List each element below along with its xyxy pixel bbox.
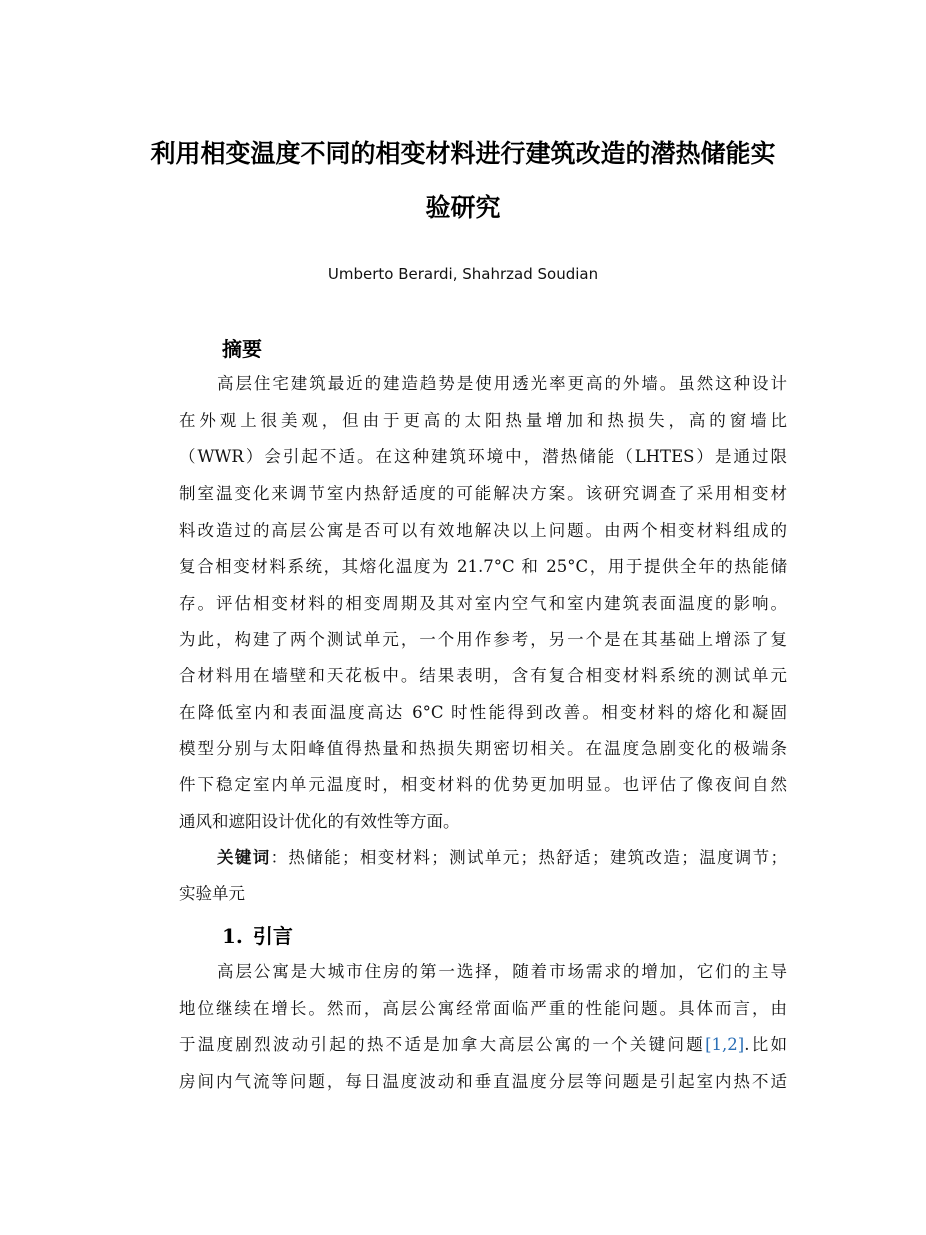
keywords-list: ：热储能；相变材料；测试单元；热舒适；建筑改造；温度调节； <box>270 848 787 867</box>
introduction-text: .比如 <box>744 1035 787 1054</box>
abstract-line: 存。评估相变材料的相变周期及其对室内空气和室内建筑表面温度的影响。 <box>179 594 787 613</box>
citation-link[interactable]: [1,2] <box>705 1035 745 1054</box>
introduction-line: 房间内气流等问题，每日温度波动和垂直温度分层等问题是引起室内热不适 <box>179 1072 787 1091</box>
abstract-line: 料改造过的高层公寓是否可以有效地解决以上问题。由两个相变材料组成的 <box>179 521 787 540</box>
abstract-line: 合材料用在墙壁和天花板中。结果表明，含有复合相变材料系统的测试单元 <box>179 666 787 685</box>
introduction-line: 高层公寓是大城市住房的第一选择，随着市场需求的增加，它们的主导 <box>217 962 787 981</box>
introduction-line <box>179 1033 787 1057</box>
abstract-line: 制室温变化来调节室内热舒适度的可能解决方案。该研究调查了采用相变材 <box>179 484 787 503</box>
paper-title-line-2: 验研究 <box>425 193 501 222</box>
abstract-line: 在外观上很美观，但由于更高的太阳热量增加和热损失，高的窗墙比 <box>179 411 787 430</box>
abstract-line: 通风和遮阳设计优化的有效性等方面。 <box>179 812 460 831</box>
introduction-line: 地位继续在增长。然而，高层公寓经常面临严重的性能问题。具体而言，由 <box>179 999 787 1018</box>
introduction-text: 于温度剧烈波动引起的热不适是加拿大高层公寓的一个关键问题 <box>179 1035 706 1054</box>
paper-authors: Umberto Berardi, Shahrzad Soudian <box>327 265 599 283</box>
abstract-heading: 摘要 <box>222 337 262 361</box>
abstract-line: 高层住宅建筑最近的建造趋势是使用透光率更高的外墙。虽然这种设计 <box>217 374 787 393</box>
paper-title-line-1: 利用相变温度不同的相变材料进行建筑改造的潜热储能实 <box>150 139 776 168</box>
introduction-heading <box>222 920 293 949</box>
keywords-line-2: 实验单元 <box>179 884 245 903</box>
section-number: 1. <box>222 924 243 948</box>
abstract-line: 为此，构建了两个测试单元，一个用作参考，另一个是在其基础上增添了复 <box>179 630 787 649</box>
keywords-line <box>217 846 787 870</box>
abstract-line: 模型分别与太阳峰值得热量和热损失期密切相关。在温度急剧变化的极端条 <box>179 739 787 758</box>
section-title: 引言 <box>252 924 293 948</box>
abstract-line: （WWR）会引起不适。在这种建筑环境中，潜热储能（LHTES）是通过限 <box>179 447 787 466</box>
abstract-line: 件下稳定室内单元温度时，相变材料的优势更加明显。也评估了像夜间自然 <box>179 775 787 794</box>
abstract-line: 复合相变材料系统，其熔化温度为 21.7°C 和 25°C，用于提供全年的热能储 <box>179 557 787 576</box>
abstract-line: 在降低室内和表面温度高达 6°C 时性能得到改善。相变材料的熔化和凝固 <box>179 703 787 722</box>
keywords-label: 关键词 <box>217 848 271 867</box>
